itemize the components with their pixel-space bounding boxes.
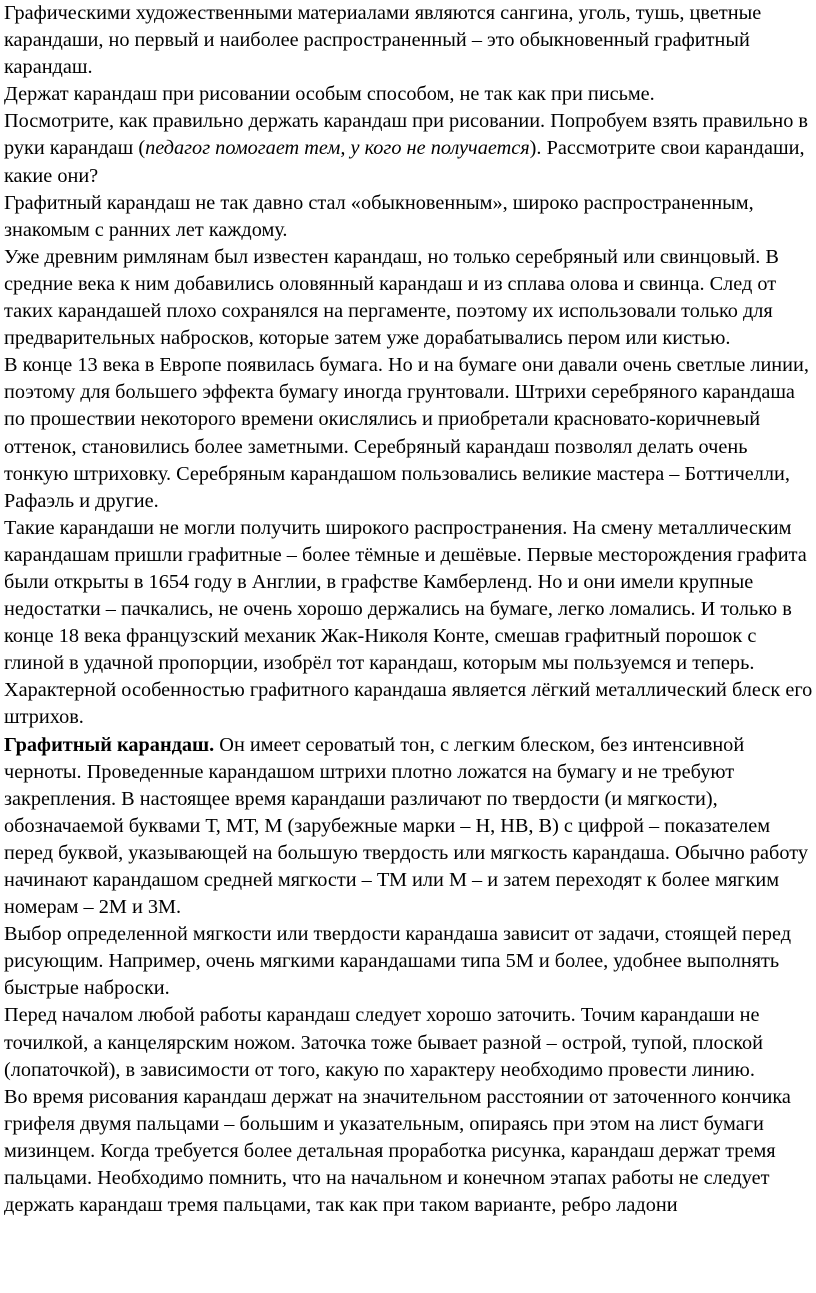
paragraph-9-bold-heading: Графитный карандаш. [4,733,215,756]
paragraph-3 [4,108,814,189]
paragraph-6: В конце 13 века в Европе появилась бумага. Но и на бумаге они давали очень светлые линии, поэтому для большего эффекта бумагу иногда грунтовали. Штрихи серебряного карандаша по прошествии некоторого времени окислялись и приобретали красновато-коричневый оттенок, становились более заметными. Серебряный карандаш позволял делать очень тонкую штриховку. Серебряным карандашом пользовались великие мастера – Боттичелли, Рафаэль и другие. [4,354,809,512]
paragraph-10: Выбор определенной мягкости или твердости карандаша зависит от задачи, стоящей перед рисующим. Например, очень мягкими карандашами типа 5М и более, удобнее выполнять быстрые наброски. [4,923,792,1000]
paragraph-12: Во время рисования карандаш держат на значительном расстоянии от заточенного кончика грифеля двумя пальцами – большим и указательным, опираясь при этом на лист бумаги мизинцем. Когда требуется более детальная проработка рисунка, карандаш держат тремя пальцами. Необходимо помнить, что на начальном и конечном этапах работы не следует держать карандаш тремя пальцами, так как при таком варианте, ребро ладони [4,1085,791,1217]
paragraph-11: Перед началом любой работы карандаш следует хорошо заточить. Точим карандаши не точилкой, а канцелярским ножом. Заточка тоже бывает разной – острой, тупой, плоской (лопаточкой), в зависимости от того, какую по характеру необходимо провести линию. [4,1004,763,1081]
paragraph-9-text: Он имеет сероватый тон, с легким блеском, без интенсивной черноты. Проведенные карандашом штрихи плотно ложатся на бумагу и не требуют закрепления. В настоящее время карандаши различают по твердости (и мягкости), обозначаемой буквами Т, МТ, М (зарубежные марки – Н, НВ, В) с цифрой – показателем перед буквой, указывающей на большую твердость или мягкость карандаша. Обычно работу начинают карандашом средней мягкости – ТМ или М – и затем переходят к более мягким номерам – 2М и 3М. [4,733,808,919]
paragraph-3-text-after: ). Рассмотрите свои карандаши, какие они? [4,137,805,187]
paragraph-8: Характерной особенностью графитного карандаша является лёгкий металлический блеск его штрихов. [4,679,813,729]
paragraph-4: Графитный карандаш не так давно стал «обыкновенным», широко распространенным, знакомым с ранних лет каждому. [4,191,754,241]
paragraph-1: Графическими художественными материалами являются сангина, уголь, тушь, цветные карандаши, но первый и наиболее распространенный – это обыкновенный графитный карандаш. [4,2,762,79]
paragraph-2: Держат карандаш при рисовании особым способом, не так как при письме. [4,83,655,106]
paragraph-3-text-before: Посмотрите, как правильно держать карандаш при рисовании. Попробуем взять правильно в руки карандаш ( [4,110,808,160]
paragraph-5: Уже древним римлянам был известен карандаш, но только серебряный или свинцовый. В средние века к ним добавились оловянный карандаш и из сплава олова и свинца. След от таких карандашей плохо сохранялся на пергаменте, поэтому их использовали только для предварительных набросков, которые затем уже дорабатывались пером или кистью. [4,245,779,350]
paragraph-3-italic-note: педагог помогает тем, у кого не получается [145,137,530,160]
document-body [4,0,814,1219]
paragraph-9 [4,732,814,922]
paragraph-7: Такие карандаши не могли получить широкого распространения. На смену металлическим карандашам пришли графитные – более тёмные и дешёвые. Первые месторождения графита были открыты в 1654 году в Англии, в графстве Камберленд. Но и они имели крупные недостатки – пачкались, не очень хорошо держались на бумаге, легко ломались. И только в конце 18 века французский механик Жак-Николя Конте, смешав графитный порошок с глиной в удачной пропорции, изобрёл тот карандаш, которым мы пользуемся и теперь. [4,516,807,675]
